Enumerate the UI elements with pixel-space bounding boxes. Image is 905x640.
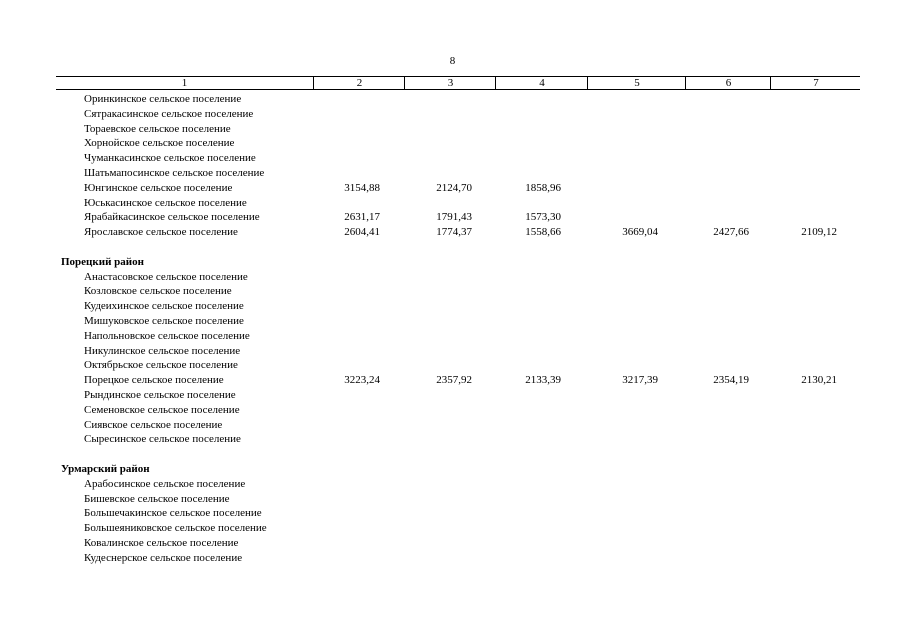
settlement-name: Бишевское сельское поселение (84, 492, 230, 505)
settlement-name: Юнгинское сельское поселение (84, 181, 233, 194)
value-cell-col4: 1558,66 (525, 226, 561, 239)
value-cell-col2: 2604,41 (344, 226, 380, 239)
table-row (0, 122, 905, 137)
settlement-name: Кудеснерское сельское поселение (84, 551, 243, 564)
settlement-name: Октябрьское сельское поселение (84, 359, 238, 372)
settlement-name: Тораевское сельское поселение (84, 122, 231, 135)
table-row (0, 403, 905, 418)
table-header-row (56, 76, 860, 90)
district-name: Урмарский район (61, 462, 150, 475)
table-row (0, 136, 905, 151)
table-row (0, 521, 905, 536)
table-row (0, 107, 905, 122)
page-number: 8 (449, 55, 456, 67)
value-cell-col6: 2354,19 (713, 374, 749, 387)
table-row (0, 506, 905, 521)
value-cell-col2: 3154,88 (344, 181, 380, 194)
table-row (0, 225, 905, 240)
table-row (0, 536, 905, 551)
value-cell-col7: 2109,12 (801, 226, 837, 239)
settlement-name: Шатьмапосинское сельское поселение (84, 166, 265, 179)
value-cell-col3: 1774,37 (436, 226, 472, 239)
settlement-name: Рындинское сельское поселение (84, 388, 236, 401)
value-cell-col4: 1858,96 (525, 181, 561, 194)
table-row (0, 314, 905, 329)
settlement-name: Большечакинское сельское поселение (84, 507, 262, 520)
table-row (0, 196, 905, 211)
settlement-name: Сиявское сельское поселение (84, 418, 223, 431)
table-row (0, 284, 905, 299)
settlement-name: Большеяниковское сельское поселение (84, 522, 267, 535)
settlement-name: Ярославское сельское поселение (84, 226, 238, 239)
value-cell-col5: 3669,04 (622, 226, 658, 239)
value-cell-col3: 2357,92 (436, 374, 472, 387)
table-row (0, 388, 905, 403)
settlement-name: Хорнойское сельское поселение (84, 137, 235, 150)
table-row (0, 358, 905, 373)
settlement-name: Мишуковское сельское поселение (84, 314, 244, 327)
table-row (0, 210, 905, 225)
settlement-name: Никулинское сельское поселение (84, 344, 241, 357)
table-row (0, 344, 905, 359)
table-row (0, 373, 905, 388)
table-row (0, 432, 905, 447)
settlement-name: Порецкое сельское поселение (84, 374, 224, 387)
table-row (0, 181, 905, 196)
settlement-name: Напольновское сельское поселение (84, 329, 250, 342)
table-row (0, 151, 905, 166)
settlement-name: Чуманкасинское сельское поселение (84, 152, 256, 165)
table-row (0, 418, 905, 433)
district-name: Порецкий район (61, 255, 144, 268)
table-row (0, 477, 905, 492)
value-cell-col3: 2124,70 (436, 181, 472, 194)
value-cell-col6: 2427,66 (713, 226, 749, 239)
column-header-5: 5 (587, 77, 686, 89)
column-header-2: 2 (313, 77, 405, 89)
value-cell-col5: 3217,39 (622, 374, 658, 387)
value-cell-col4: 2133,39 (525, 374, 561, 387)
settlement-name: Ковалинское сельское поселение (84, 536, 239, 549)
spacer-row (0, 447, 905, 462)
value-cell-col3: 1791,43 (436, 211, 472, 224)
table-body (0, 92, 905, 566)
settlement-name: Анастасовское сельское поселение (84, 270, 248, 283)
column-header-4: 4 (495, 77, 588, 89)
table-row (0, 166, 905, 181)
table-row (0, 92, 905, 107)
settlement-name: Сятракасинское сельское поселение (84, 107, 254, 120)
value-cell-col7: 2130,21 (801, 374, 837, 387)
district-heading-row (0, 255, 905, 270)
settlement-name: Ярабайкасинское сельское поселение (84, 211, 260, 224)
table-row (0, 551, 905, 566)
table-row (0, 492, 905, 507)
table-row (0, 270, 905, 285)
settlement-name: Семеновское сельское поселение (84, 403, 240, 416)
district-heading-row (0, 462, 905, 477)
column-header-7: 7 (770, 77, 861, 89)
settlement-name: Сыресинское сельское поселение (84, 433, 241, 446)
table-row (0, 329, 905, 344)
value-cell-col2: 2631,17 (344, 211, 380, 224)
column-header-3: 3 (404, 77, 496, 89)
column-header-6: 6 (685, 77, 771, 89)
table-row (0, 299, 905, 314)
value-cell-col4: 1573,30 (525, 211, 561, 224)
settlement-name: Козловское сельское поселение (84, 285, 232, 298)
settlement-name: Арабосинское сельское поселение (84, 477, 246, 490)
settlement-name: Оринкинское сельское поселение (84, 93, 242, 105)
spacer-row (0, 240, 905, 255)
value-cell-col2: 3223,24 (344, 374, 380, 387)
column-header-1: 1 (181, 77, 188, 89)
settlement-name: Юськасинское сельское поселение (84, 196, 247, 209)
settlement-name: Кудеихинское сельское поселение (84, 300, 244, 313)
